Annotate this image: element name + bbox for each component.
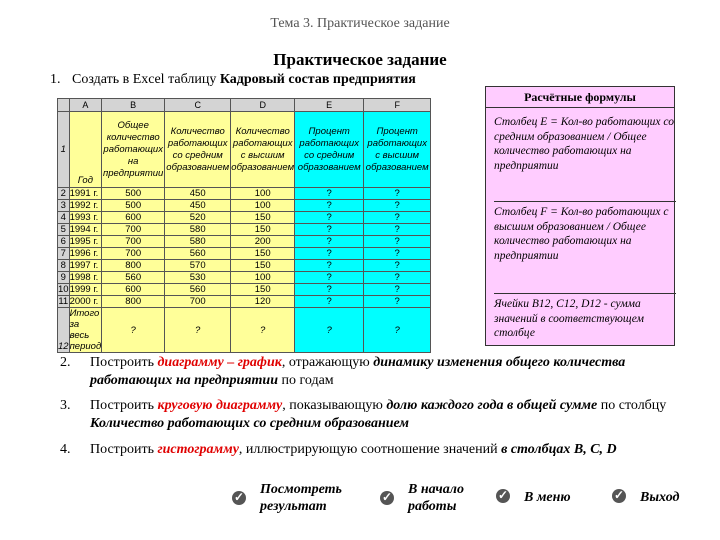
task-4-emphasis: в столбцах B, C, D — [501, 442, 617, 457]
cell-total-workers: 800 — [102, 296, 165, 308]
cell-percent-secondary: ? — [295, 248, 364, 260]
task-3-emphasis: долю каждого года в общей сумме — [386, 398, 598, 413]
header-secondary-edu: Количество работающих со средним образованием — [165, 112, 231, 188]
cell-percent-higher: ? — [364, 260, 431, 272]
cell-percent-higher: ? — [364, 212, 431, 224]
task-4-number: 4. — [60, 442, 71, 457]
cell-total-workers: 800 — [102, 260, 165, 272]
col-header-c: C — [165, 99, 231, 112]
view-result-button[interactable] — [232, 481, 362, 521]
cell-higher-edu: 150 — [231, 224, 295, 236]
formula-column-f: Столбец F = Кол-во работающих с высшим образованием / Общее количество работающих на предприятии — [494, 206, 669, 262]
check-icon — [496, 489, 510, 503]
task-1-text: Создать в Excel таблицу — [72, 72, 217, 87]
task-3-text-3: по столбцу — [600, 398, 667, 413]
row-number: 5 — [58, 224, 70, 236]
cell-percent-higher: ? — [364, 224, 431, 236]
cell-percent-secondary: ? — [295, 212, 364, 224]
formula-sum-cells: Ячейки B12, C12, D12 - сумма значений в соответствующем столбце — [494, 298, 644, 339]
table-row — [58, 188, 431, 200]
table-row — [58, 224, 431, 236]
total-d: ? — [231, 308, 295, 353]
task-4-text: Построить — [90, 442, 154, 457]
task-4-text-2: , иллюстрирующую соотношение значений — [238, 442, 498, 457]
row-number: 2 — [58, 188, 70, 200]
task-3-number: 3. — [60, 398, 71, 413]
cell-higher-edu: 100 — [231, 188, 295, 200]
header-total-workers: Общее количество работающих на предприятии — [102, 112, 165, 188]
row-number: 6 — [58, 236, 70, 248]
cell-secondary-edu: 560 — [165, 248, 231, 260]
row-number: 1 — [58, 112, 70, 188]
cell-total-workers: 560 — [102, 272, 165, 284]
task-3-text-2: , показывающую — [282, 398, 383, 413]
cell-secondary-edu: 450 — [165, 188, 231, 200]
cell-percent-higher: ? — [364, 296, 431, 308]
cell-year: 1994 г. — [69, 224, 102, 236]
table-row — [58, 260, 431, 272]
cell-total-workers: 700 — [102, 224, 165, 236]
task-3-text: Построить — [90, 398, 154, 413]
cell-total-workers: 600 — [102, 284, 165, 296]
task-1-number: 1. — [50, 72, 61, 87]
total-c: ? — [165, 308, 231, 353]
col-header-d: D — [231, 99, 295, 112]
header-higher-edu: Количество работающих с высшим образованием — [231, 112, 295, 188]
table-row — [58, 236, 431, 248]
menu-button[interactable] — [496, 489, 596, 509]
cell-percent-higher: ? — [364, 272, 431, 284]
cell-total-workers: 700 — [102, 248, 165, 260]
total-b: ? — [102, 308, 165, 353]
cell-percent-secondary: ? — [295, 284, 364, 296]
cell-higher-edu: 150 — [231, 248, 295, 260]
check-icon — [612, 489, 626, 503]
cell-higher-edu: 100 — [231, 272, 295, 284]
cell-year: 2000 г. — [69, 296, 102, 308]
row-number: 8 — [58, 260, 70, 272]
check-icon — [232, 491, 246, 505]
cell-total-workers: 500 — [102, 200, 165, 212]
cell-secondary-edu: 580 — [165, 236, 231, 248]
cell-total-workers: 700 — [102, 236, 165, 248]
total-label: Итого за весь период — [69, 308, 102, 352]
cell-percent-higher: ? — [364, 248, 431, 260]
total-e: ? — [295, 308, 364, 353]
task-4 — [60, 441, 720, 461]
table-row — [58, 272, 431, 284]
formula-panel-title: Расчётные формулы — [486, 87, 674, 108]
cell-secondary-edu: 580 — [165, 224, 231, 236]
cell-percent-secondary: ? — [295, 224, 364, 236]
cell-year: 1995 г. — [69, 236, 102, 248]
cell-secondary-edu: 450 — [165, 200, 231, 212]
formula-divider — [494, 201, 676, 202]
task-2-chart-type: диаграмму – график — [157, 355, 282, 370]
col-header-b: B — [102, 99, 165, 112]
header-topic: Тема 3. Практическое задание — [270, 16, 450, 31]
row-number: 3 — [58, 200, 70, 212]
cell-percent-secondary: ? — [295, 236, 364, 248]
row-number: 9 — [58, 272, 70, 284]
formula-column-e: Столбец E = Кол-во работающих со средним образованием / Общее количество работающих на предприятии — [494, 116, 674, 172]
task-2-number: 2. — [60, 355, 71, 370]
cell-year: 1997 г. — [69, 260, 102, 272]
table-row — [58, 212, 431, 224]
col-header-f: F — [364, 99, 431, 112]
task-2-emphasis: динамику изменения общего количества работающих на предприятии — [90, 355, 626, 388]
row-number: 7 — [58, 248, 70, 260]
cell-total-workers: 600 — [102, 212, 165, 224]
header-year: Год — [69, 112, 102, 188]
cell-higher-edu: 200 — [231, 236, 295, 248]
cell-percent-secondary: ? — [295, 200, 364, 212]
view-result-label: Посмотреть результат — [260, 482, 342, 514]
cell-higher-edu: 150 — [231, 260, 295, 272]
cell-year: 1998 г. — [69, 272, 102, 284]
cell-secondary-edu: 700 — [165, 296, 231, 308]
task-3-emphasis-2: Количество работающих со средним образованием — [90, 416, 409, 431]
task-2 — [60, 354, 720, 394]
total-f: ? — [364, 308, 431, 353]
task-3-chart-type: круговую диаграмму — [157, 398, 283, 413]
table-row — [58, 284, 431, 296]
row-number: 10 — [58, 283, 69, 295]
cell-higher-edu: 100 — [231, 200, 295, 212]
exit-label: Выход — [640, 490, 680, 505]
task-2-text-3: по годам — [281, 373, 334, 388]
task-2-text-2: , отражающую — [281, 355, 370, 370]
cell-percent-higher: ? — [364, 284, 431, 296]
cell-higher-edu: 150 — [231, 212, 295, 224]
cell-secondary-edu: 570 — [165, 260, 231, 272]
task-4-chart-type: гистограмму — [157, 442, 239, 457]
cell-secondary-edu: 520 — [165, 212, 231, 224]
go-to-start-label: В начало работы — [408, 482, 464, 514]
cell-higher-edu: 150 — [231, 284, 295, 296]
cell-percent-secondary: ? — [295, 296, 364, 308]
formula-panel — [485, 86, 675, 346]
cell-percent-secondary: ? — [295, 272, 364, 284]
cell-percent-secondary: ? — [295, 188, 364, 200]
formula-divider — [494, 293, 676, 294]
menu-label: В меню — [524, 490, 571, 505]
cell-percent-higher: ? — [364, 200, 431, 212]
task-3 — [60, 397, 720, 437]
cell-percent-higher: ? — [364, 236, 431, 248]
header-percent-higher: Процент работающих с высшим образованием — [364, 112, 431, 188]
cell-year: 1991 г. — [69, 188, 102, 200]
corner-cell — [58, 99, 70, 112]
excel-table — [57, 98, 431, 353]
table-row — [58, 200, 431, 212]
cell-percent-secondary: ? — [295, 260, 364, 272]
go-to-start-button[interactable] — [380, 481, 480, 521]
cell-year: 1993 г. — [69, 212, 102, 224]
table-row — [58, 248, 431, 260]
cell-year: 1999 г. — [69, 284, 102, 296]
table-row — [58, 296, 431, 308]
row-number: 4 — [58, 212, 70, 224]
row-number: 12 — [58, 308, 70, 353]
task-1-bold: Кадровый состав предприятия — [219, 72, 416, 87]
col-header-a: A — [69, 99, 102, 112]
task-2-text: Построить — [90, 355, 154, 370]
cell-year: 1996 г. — [69, 248, 102, 260]
cell-higher-edu: 120 — [231, 296, 295, 308]
header-percent-secondary: Процент работающих со средним образованием — [295, 112, 364, 188]
exit-button[interactable] — [612, 489, 712, 509]
col-header-e: E — [295, 99, 364, 112]
slide-title: Практическое задание — [273, 50, 447, 69]
cell-total-workers: 500 — [102, 188, 165, 200]
task-1 — [50, 72, 416, 88]
cell-percent-higher: ? — [364, 188, 431, 200]
check-icon — [380, 491, 394, 505]
cell-year: 1992 г. — [69, 200, 102, 212]
cell-secondary-edu: 560 — [165, 284, 231, 296]
cell-secondary-edu: 530 — [165, 272, 231, 284]
row-number: 11 — [58, 295, 69, 307]
